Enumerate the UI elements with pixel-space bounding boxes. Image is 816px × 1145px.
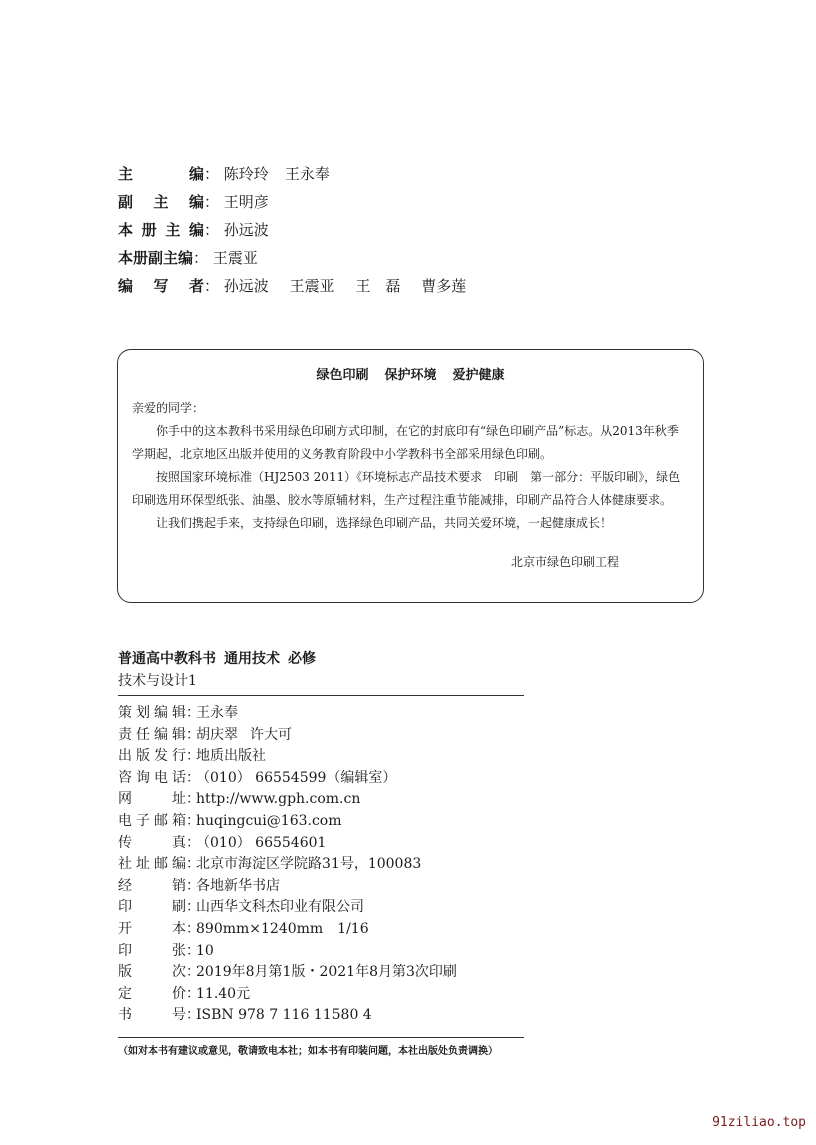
- info-label: 印 刷: [118, 899, 186, 916]
- info-label: 定 价: [118, 985, 186, 1002]
- book-title-part: 通用技术: [224, 651, 280, 667]
- notice-title: [132, 364, 689, 387]
- divider: [118, 1037, 524, 1038]
- info-label: 经 销: [118, 877, 186, 894]
- info-label: 咨询电话: [118, 769, 186, 786]
- editors-block: [118, 160, 482, 300]
- info-value: 10: [196, 942, 214, 959]
- editor-name: 王明彦: [223, 193, 269, 211]
- info-value: （010） 66554599（编辑室）: [196, 769, 397, 786]
- info-row: 电子邮箱：huqingcui@163.com: [118, 811, 469, 833]
- info-label: 开 本: [118, 920, 186, 937]
- green-printing-notice: [117, 349, 704, 603]
- info-value: 11.40元: [196, 985, 251, 1002]
- watermark: 91ziliao.top: [712, 1115, 806, 1130]
- info-label: 传 真: [118, 834, 186, 851]
- editor-row: 本册副主编： 王震亚: [118, 244, 482, 272]
- notice-title-part: 绿色印刷: [316, 368, 369, 383]
- info-value: （010） 66554601: [196, 834, 327, 851]
- info-row: 定 价：11.40元: [118, 984, 469, 1006]
- book-title: [118, 648, 324, 668]
- info-label: 书 号: [118, 1007, 186, 1024]
- divider: [118, 695, 524, 696]
- publication-info: [118, 703, 469, 1027]
- info-value: huqingcui@163.com: [196, 812, 342, 829]
- notice-signature: 北京市绿色印刷工程: [510, 555, 619, 569]
- editor-name: 王震亚: [289, 277, 335, 295]
- editor-name: 曹多莲: [421, 277, 467, 295]
- info-row: 社址邮编：北京市海淀区学院路31号，100083: [118, 854, 469, 876]
- editor-row: 副 主 编： 王明彦: [118, 188, 482, 216]
- editor-label: 编 写 者: [118, 277, 204, 295]
- editor-label: 本册副主编: [118, 249, 194, 267]
- info-label: 网 址: [118, 791, 186, 808]
- editor-label: 副 主 编: [118, 193, 204, 211]
- book-title-part: 必修: [288, 651, 316, 667]
- info-label: 策划编辑: [118, 705, 186, 721]
- info-value: 许大可: [250, 726, 292, 743]
- info-row: 传 真：（010） 66554601: [118, 833, 469, 855]
- info-row: 咨询电话：（010） 66554599（编辑室）: [118, 768, 469, 790]
- info-value: 王永奉: [196, 705, 238, 721]
- info-row: 版 次：2019年8月第1版・2021年8月第3次印刷: [118, 962, 469, 984]
- book-title-part: 普通高中教科书: [118, 651, 216, 667]
- info-value: 山西华文科杰印业有限公司: [196, 899, 364, 916]
- info-label: 版 次: [118, 964, 186, 981]
- notice-greeting: 亲爱的同学：: [132, 401, 205, 415]
- info-label: 印 张: [118, 942, 186, 959]
- info-value: 地质出版社: [196, 748, 266, 765]
- info-row: 经 销：各地新华书店: [118, 876, 469, 898]
- notice-paragraph: 按照国家环境标准（HJ2503 2011）《环境标志产品技术要求 印刷 第一部分：平版印刷》，绿色印刷选用环保型纸张、油墨、胶水等原辅材料，生产过程注重节能减排，印刷产品符合人体健康要求。: [132, 470, 681, 507]
- info-row: 书 号：ISBN 978 7 116 11580 4: [118, 1005, 469, 1027]
- editor-name: 孙远波: [223, 277, 269, 295]
- editor-row: 主 编： 陈玲玲 王永奉: [118, 160, 482, 188]
- notice-paragraph: 你手中的这本教科书采用绿色印刷方式印制，在它的封底印有“绿色印刷产品”标志。从2013年秋季学期起，北京地区出版并使用的义务教育阶段中小学教科书全部采用绿色印刷。: [132, 424, 679, 461]
- info-label: 电子邮箱: [118, 812, 186, 829]
- info-row: 印 刷：山西华文科杰印业有限公司: [118, 897, 469, 919]
- book-subtitle: 技术与设计1: [118, 673, 197, 689]
- notice-title-part: 爱护健康: [452, 368, 505, 383]
- info-label: 责任编辑: [118, 726, 186, 743]
- info-label: 出版发行: [118, 748, 186, 765]
- notice-title-part: 保护环境: [384, 368, 437, 383]
- info-row: 策划编辑：王永奉: [118, 703, 469, 725]
- info-row: 开 本：890mm×1240mm 1/16: [118, 919, 469, 941]
- editor-name: 陈玲玲: [223, 165, 269, 183]
- editor-label: 主 编: [118, 165, 204, 183]
- editor-name: 孙远波: [223, 221, 269, 239]
- info-value: 2019年8月第1版・2021年8月第3次印刷: [196, 964, 457, 981]
- info-value: 各地新华书店: [196, 877, 280, 894]
- editor-row: 本册主编： 孙远波: [118, 216, 482, 244]
- info-value: ISBN 978 7 116 11580 4: [196, 1007, 372, 1024]
- info-label: 社址邮编: [118, 856, 186, 873]
- editor-name: 王震亚: [212, 249, 258, 267]
- info-value: http://www.gph.com.cn: [196, 791, 361, 808]
- info-row: 出版发行：地质出版社: [118, 746, 469, 768]
- info-row: 责任编辑：胡庆翠 许大可: [118, 725, 469, 747]
- notice-paragraph: 让我们携起手来，支持绿色印刷，选择绿色印刷产品，共同关爱环境，一起健康成长！: [156, 516, 613, 530]
- editor-name: 王 磊: [355, 277, 401, 295]
- editor-name: 王永奉: [284, 165, 330, 183]
- editor-row: 编 写 者： 孙远波 王震亚 王 磊 曹多莲: [118, 272, 482, 300]
- info-value: 北京市海淀区学院路31号，100083: [196, 856, 422, 873]
- editor-label: 本册主编: [118, 221, 204, 239]
- footnote: （如对本书有建议或意见，敬请致电本社；如本书有印装问题，本社出版处负责调换）: [118, 1046, 498, 1057]
- info-value: 890mm×1240mm 1/16: [196, 920, 369, 937]
- info-row: 印 张：10: [118, 941, 469, 963]
- info-row: 网 址：http://www.gph.com.cn: [118, 789, 469, 811]
- info-value: 胡庆翠: [196, 726, 238, 743]
